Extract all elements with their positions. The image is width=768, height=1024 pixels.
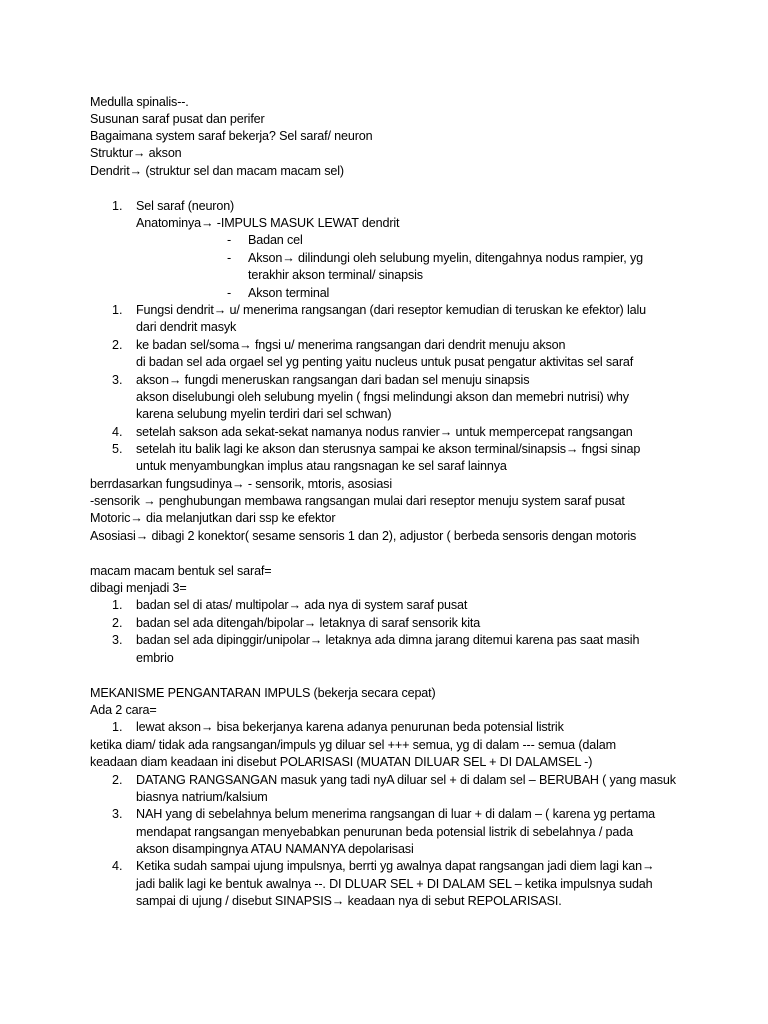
list-marker: 3. [112,373,123,387]
doc-line: badan sel ada ditengah/bipolar→ letaknya di saraf sensorik kita [136,616,481,630]
doc-line: Fungsi dendrit→ u/ menerima rangsangan (dari reseptor kemudian di teruskan ke efektor) lalu [136,303,646,317]
doc-line: Asosiasi→ dibagi 2 konektor( sesame sensoris 1 dan 2), adjustor ( berbeda sensoris dengan motoris [90,529,637,543]
doc-line: Ketika sudah sampai ujung impulsnya, berrti yg awalnya dapat rangsangan jadi diem lagi kan→ [136,859,655,873]
list-marker: - [227,233,232,247]
doc-line: setelah itu balik lagi ke akson dan sterusnya sampai ke akson terminal/sinapsis→ fngsi sinap [136,442,641,456]
doc-line: akson disampingnya ATAU NAMANYA depolarisasi [136,842,414,856]
doc-line: Anatominya→ -IMPULS MASUK LEWAT dendrit [136,216,400,230]
list-marker: 1. [112,303,123,317]
doc-line: terakhir akson terminal/ sinapsis [248,268,423,282]
doc-line: mendapat rangsangan menyebabkan penurunan beda potensial listrik di sebelahnya / pada [136,825,633,839]
doc-line: Susunan saraf pusat dan perifer [90,112,265,126]
doc-line: macam macam bentuk sel saraf= [90,564,272,578]
list-marker: 1. [112,598,123,612]
doc-line: DATANG RANGSANGAN masuk yang tadi nyA diluar sel + di dalam sel – BERUBAH ( yang masuk [136,773,676,787]
list-marker: - [227,286,232,300]
doc-line: Dendrit→ (struktur sel dan macam macam sel) [90,164,344,178]
list-marker: 1. [112,199,123,213]
doc-line: karena selubung myelin terdiri dari sel schwan) [136,407,392,421]
doc-line: biasnya natrium/kalsium [136,790,268,804]
list-marker: 4. [112,859,123,873]
doc-line: Ada 2 cara= [90,703,157,717]
doc-line: Motoric→ dia melanjutkan dari ssp ke efektor [90,511,336,525]
list-marker: 2. [112,773,123,787]
doc-line: -sensorik → penghubungan membawa rangsangan mulai dari reseptor menuju system saraf pusat [90,494,625,508]
doc-line: sampai di ujung / disebut SINAPSIS→ keadaan nya di sebut REPOLARISASI. [136,894,562,908]
doc-line: Sel saraf (neuron) [136,199,235,213]
doc-line: akson→ fungdi meneruskan rangsangan dari badan sel menuju sinapsis [136,373,530,387]
doc-line-title: Medulla spinalis--. [90,95,189,109]
list-marker: 2. [112,338,123,352]
doc-line: dibagi menjadi 3= [90,581,187,595]
list-marker: 3. [112,633,123,647]
doc-line: dari dendrit masyk [136,320,237,334]
list-marker: 3. [112,807,123,821]
doc-line: jadi balik lagi ke bentuk awalnya --. DI DLUAR SEL + DI DALAM SEL – ketika impulsnya sudah [136,877,653,891]
doc-line: NAH yang di sebelahnya belum menerima rangsangan di luar + di dalam – ( karena yg pertama [136,807,656,821]
doc-line: Struktur→ akson [90,146,182,160]
doc-line: di badan sel ada orgael sel yg penting yaitu nucleus untuk pusat pengatur aktivitas sel saraf [136,355,634,369]
doc-line: ketika diam/ tidak ada rangsangan/impuls yg diluar sel +++ semua, yg di dalam --- semua (dalam [90,738,616,752]
doc-line: setelah sakson ada sekat-sekat namanya nodus ranvier→ untuk mempercepat rangsangan [136,425,633,439]
doc-line: badan sel ada dipinggir/unipolar→ letaknya ada dimna jarang ditemui karena pas saat masih [136,633,640,647]
doc-line: Bagaimana system saraf bekerja? Sel saraf/ neuron [90,129,373,143]
doc-line: akson diselubungi oleh selubung myelin ( fngsi melindungi akson dan memebri nutrisi) why [136,390,629,404]
section-heading: MEKANISME PENGANTARAN IMPULS (bekerja secara cepat) [90,686,436,700]
doc-line: berrdasarkan fungsudinya→ - sensorik, mtoris, asosiasi [90,477,392,491]
doc-line: keadaan diam keadaan ini disebut POLARISASI (MUATAN DILUAR SEL + DI DALAMSEL -) [90,755,593,769]
doc-line: ke badan sel/soma→ fngsi u/ menerima rangsangan dari dendrit menuju akson [136,338,566,352]
list-marker: - [227,251,232,265]
doc-line: Akson→ dilindungi oleh selubung myelin, ditengahnya nodus rampier, yg [248,251,644,265]
list-marker: 1. [112,720,123,734]
doc-line: untuk menyambungkan implus atau rangsnagan ke sel saraf lainnya [136,459,507,473]
list-marker: 4. [112,425,123,439]
list-marker: 5. [112,442,123,456]
doc-line: badan sel di atas/ multipolar→ ada nya di system saraf pusat [136,598,468,612]
list-marker: 2. [112,616,123,630]
doc-line: Badan cel [248,233,303,247]
doc-line: Akson terminal [248,286,330,300]
doc-line: lewat akson→ bisa bekerjanya karena adanya penurunan beda potensial listrik [136,720,564,734]
doc-line: embrio [136,651,174,665]
